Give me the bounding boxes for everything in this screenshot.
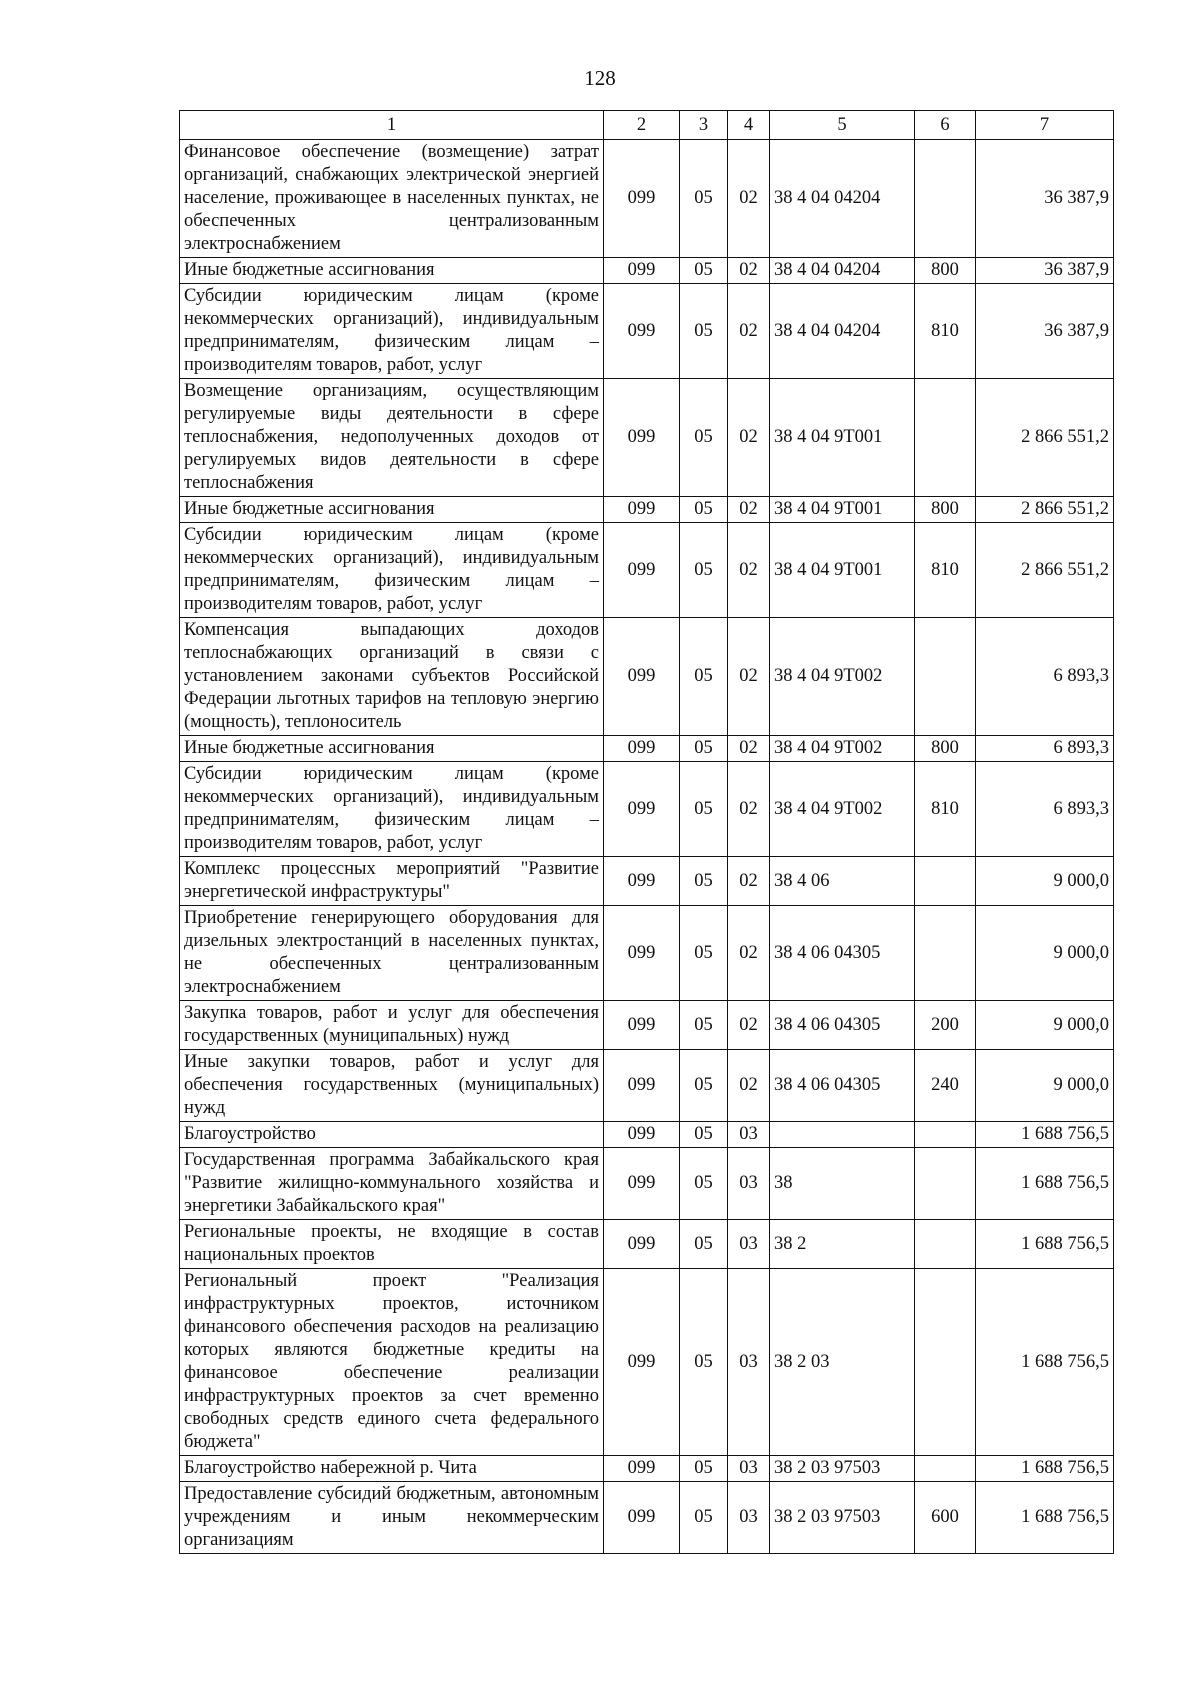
row-expense-type-cell xyxy=(915,1122,976,1148)
row-amount-cell: 9 000,0 xyxy=(976,1001,1114,1050)
row-section-cell: 05 xyxy=(680,1220,728,1269)
table-row xyxy=(180,258,1114,284)
row-amount-cell: 9 000,0 xyxy=(976,1050,1114,1122)
row-amount-cell: 1 688 756,5 xyxy=(976,1220,1114,1269)
row-expense-type-cell: 810 xyxy=(915,762,976,857)
page-number: 128 xyxy=(584,66,616,90)
row-subsection-cell: 02 xyxy=(728,1001,770,1050)
row-name-cell: Благоустройство набережной р. Чита xyxy=(180,1456,604,1482)
row-section-cell: 05 xyxy=(680,857,728,906)
row-grbs-cell: 099 xyxy=(604,258,680,284)
column-header: 1 xyxy=(180,111,604,140)
row-grbs-cell: 099 xyxy=(604,1001,680,1050)
row-amount-cell: 1 688 756,5 xyxy=(976,1148,1114,1220)
row-grbs-cell: 099 xyxy=(604,1050,680,1122)
row-subsection-cell: 02 xyxy=(728,857,770,906)
row-subsection-cell: 03 xyxy=(728,1269,770,1456)
row-expense-type-cell xyxy=(915,1456,976,1482)
row-subsection-cell: 02 xyxy=(728,379,770,497)
row-amount-cell: 2 866 551,2 xyxy=(976,379,1114,497)
table-header-row xyxy=(180,111,1114,140)
row-grbs-cell: 099 xyxy=(604,379,680,497)
row-target-article-cell: 38 4 04 9Т001 xyxy=(770,379,915,497)
row-subsection-cell: 03 xyxy=(728,1456,770,1482)
row-grbs-cell: 099 xyxy=(604,1122,680,1148)
row-section-cell: 05 xyxy=(680,379,728,497)
table-row xyxy=(180,140,1114,258)
row-section-cell: 05 xyxy=(680,284,728,379)
row-section-cell: 05 xyxy=(680,258,728,284)
row-target-article-cell: 38 4 04 9Т002 xyxy=(770,618,915,736)
row-target-article-cell: 38 4 04 9Т001 xyxy=(770,497,915,523)
row-expense-type-cell: 800 xyxy=(915,258,976,284)
row-subsection-cell: 03 xyxy=(728,1220,770,1269)
row-target-article-cell: 38 4 04 9Т002 xyxy=(770,762,915,857)
row-subsection-cell: 02 xyxy=(728,618,770,736)
row-section-cell: 05 xyxy=(680,140,728,258)
table-row xyxy=(180,379,1114,497)
row-expense-type-cell: 810 xyxy=(915,284,976,379)
row-expense-type-cell xyxy=(915,379,976,497)
row-expense-type-cell: 800 xyxy=(915,497,976,523)
row-name-cell: Финансовое обеспечение (возмещение) затрат организаций, снабжающих электрической энергией население, проживающее в населенных пунктах, не обеспеченных централизованным электроснабжением xyxy=(180,140,604,258)
row-section-cell: 05 xyxy=(680,1001,728,1050)
row-amount-cell: 36 387,9 xyxy=(976,284,1114,379)
row-name-cell: Иные бюджетные ассигнования xyxy=(180,258,604,284)
row-amount-cell: 1 688 756,5 xyxy=(976,1456,1114,1482)
row-subsection-cell: 03 xyxy=(728,1122,770,1148)
row-subsection-cell: 02 xyxy=(728,497,770,523)
row-target-article-cell: 38 2 xyxy=(770,1220,915,1269)
row-amount-cell: 36 387,9 xyxy=(976,140,1114,258)
row-name-cell: Региональный проект "Реализация инфраструктурных проектов, источником финансового обеспечения расходов на реализацию которых являются бюджетные кредиты на финансовое обеспечение реализации инфраструктурных проектов за счет временно свободных средств единого счета федерального бюджета" xyxy=(180,1269,604,1456)
row-name-cell: Возмещение организациям, осуществляющим регулируемые виды деятельности в сфере теплоснабжения, недополученных доходов от регулируемых видов деятельности в сфере теплоснабжения xyxy=(180,379,604,497)
row-subsection-cell: 02 xyxy=(728,284,770,379)
row-name-cell: Субсидии юридическим лицам (кроме некоммерческих организаций), индивидуальным предпринимателям, физическим лицам – производителям товаров, работ, услуг xyxy=(180,523,604,618)
row-name-cell: Предоставление субсидий бюджетным, автономным учреждениям и иным некоммерческим организациям xyxy=(180,1482,604,1554)
table-row xyxy=(180,1122,1114,1148)
row-target-article-cell: 38 2 03 xyxy=(770,1269,915,1456)
row-grbs-cell: 099 xyxy=(604,1269,680,1456)
row-section-cell: 05 xyxy=(680,618,728,736)
row-name-cell: Закупка товаров, работ и услуг для обеспечения государственных (муниципальных) нужд xyxy=(180,1001,604,1050)
row-amount-cell: 36 387,9 xyxy=(976,258,1114,284)
row-section-cell: 05 xyxy=(680,1269,728,1456)
column-header: 4 xyxy=(728,111,770,140)
row-grbs-cell: 099 xyxy=(604,857,680,906)
row-section-cell: 05 xyxy=(680,1456,728,1482)
row-section-cell: 05 xyxy=(680,1148,728,1220)
row-amount-cell: 9 000,0 xyxy=(976,906,1114,1001)
row-grbs-cell: 099 xyxy=(604,618,680,736)
row-expense-type-cell: 200 xyxy=(915,1001,976,1050)
row-target-article-cell: 38 2 03 97503 xyxy=(770,1482,915,1554)
table-row xyxy=(180,1220,1114,1269)
row-subsection-cell: 02 xyxy=(728,1050,770,1122)
row-section-cell: 05 xyxy=(680,497,728,523)
row-target-article-cell: 38 4 04 04204 xyxy=(770,140,915,258)
row-amount-cell: 1 688 756,5 xyxy=(976,1122,1114,1148)
row-target-article-cell xyxy=(770,1122,915,1148)
column-header: 6 xyxy=(915,111,976,140)
row-section-cell: 05 xyxy=(680,1482,728,1554)
row-amount-cell: 9 000,0 xyxy=(976,857,1114,906)
row-subsection-cell: 02 xyxy=(728,140,770,258)
row-amount-cell: 6 893,3 xyxy=(976,736,1114,762)
row-amount-cell: 1 688 756,5 xyxy=(976,1482,1114,1554)
row-grbs-cell: 099 xyxy=(604,1482,680,1554)
row-grbs-cell: 099 xyxy=(604,284,680,379)
row-amount-cell: 1 688 756,5 xyxy=(976,1269,1114,1456)
row-target-article-cell: 38 4 06 xyxy=(770,857,915,906)
table-row xyxy=(180,497,1114,523)
row-target-article-cell: 38 4 04 9Т001 xyxy=(770,523,915,618)
row-section-cell: 05 xyxy=(680,736,728,762)
row-name-cell: Иные бюджетные ассигнования xyxy=(180,497,604,523)
row-expense-type-cell: 600 xyxy=(915,1482,976,1554)
row-subsection-cell: 02 xyxy=(728,762,770,857)
row-grbs-cell: 099 xyxy=(604,523,680,618)
row-subsection-cell: 03 xyxy=(728,1482,770,1554)
row-expense-type-cell xyxy=(915,857,976,906)
row-expense-type-cell xyxy=(915,1148,976,1220)
row-expense-type-cell xyxy=(915,1269,976,1456)
table-row xyxy=(180,1001,1114,1050)
row-expense-type-cell xyxy=(915,618,976,736)
row-name-cell: Благоустройство xyxy=(180,1122,604,1148)
row-name-cell: Иные закупки товаров, работ и услуг для обеспечения государственных (муниципальных) нужд xyxy=(180,1050,604,1122)
row-target-article-cell: 38 4 06 04305 xyxy=(770,1050,915,1122)
row-target-article-cell: 38 4 04 9Т002 xyxy=(770,736,915,762)
row-expense-type-cell: 810 xyxy=(915,523,976,618)
row-name-cell: Субсидии юридическим лицам (кроме некоммерческих организаций), индивидуальным предпринимателям, физическим лицам – производителям товаров, работ, услуг xyxy=(180,762,604,857)
row-name-cell: Комплекс процессных мероприятий "Развитие энергетической инфраструктуры" xyxy=(180,857,604,906)
row-target-article-cell: 38 4 04 04204 xyxy=(770,258,915,284)
row-amount-cell: 2 866 551,2 xyxy=(976,497,1114,523)
row-subsection-cell: 02 xyxy=(728,906,770,1001)
table-row xyxy=(180,906,1114,1001)
table-row xyxy=(180,1456,1114,1482)
column-header: 3 xyxy=(680,111,728,140)
row-section-cell: 05 xyxy=(680,906,728,1001)
row-name-cell: Государственная программа Забайкальского края "Развитие жилищно-коммунального хозяйства и энергетики Забайкальского края" xyxy=(180,1148,604,1220)
column-header: 5 xyxy=(770,111,915,140)
row-section-cell: 05 xyxy=(680,762,728,857)
row-subsection-cell: 02 xyxy=(728,523,770,618)
row-grbs-cell: 099 xyxy=(604,1148,680,1220)
row-target-article-cell: 38 2 03 97503 xyxy=(770,1456,915,1482)
table-row xyxy=(180,523,1114,618)
row-grbs-cell: 099 xyxy=(604,1456,680,1482)
row-expense-type-cell: 800 xyxy=(915,736,976,762)
row-name-cell: Субсидии юридическим лицам (кроме некоммерческих организаций), индивидуальным предпринимателям, физическим лицам – производителям товаров, работ, услуг xyxy=(180,284,604,379)
row-expense-type-cell xyxy=(915,906,976,1001)
row-grbs-cell: 099 xyxy=(604,140,680,258)
row-expense-type-cell xyxy=(915,140,976,258)
row-name-cell: Иные бюджетные ассигнования xyxy=(180,736,604,762)
row-subsection-cell: 02 xyxy=(728,736,770,762)
row-section-cell: 05 xyxy=(680,1050,728,1122)
row-expense-type-cell: 240 xyxy=(915,1050,976,1122)
table-row xyxy=(180,736,1114,762)
row-target-article-cell: 38 xyxy=(770,1148,915,1220)
table-row xyxy=(180,762,1114,857)
row-grbs-cell: 099 xyxy=(604,497,680,523)
table-row xyxy=(180,1050,1114,1122)
row-section-cell: 05 xyxy=(680,523,728,618)
row-target-article-cell: 38 4 04 04204 xyxy=(770,284,915,379)
column-header: 2 xyxy=(604,111,680,140)
table-row xyxy=(180,1482,1114,1554)
row-grbs-cell: 099 xyxy=(604,1220,680,1269)
row-name-cell: Региональные проекты, не входящие в состав национальных проектов xyxy=(180,1220,604,1269)
column-header: 7 xyxy=(976,111,1114,140)
row-target-article-cell: 38 4 06 04305 xyxy=(770,1001,915,1050)
row-amount-cell: 6 893,3 xyxy=(976,618,1114,736)
table-row xyxy=(180,1269,1114,1456)
table-row xyxy=(180,857,1114,906)
row-name-cell: Приобретение генерирующего оборудования для дизельных электростанций в населенных пунктах, не обеспеченных централизованным электроснабжением xyxy=(180,906,604,1001)
budget-table xyxy=(179,110,1114,1554)
row-section-cell: 05 xyxy=(680,1122,728,1148)
row-expense-type-cell xyxy=(915,1220,976,1269)
row-subsection-cell: 02 xyxy=(728,258,770,284)
table-row xyxy=(180,618,1114,736)
row-amount-cell: 6 893,3 xyxy=(976,762,1114,857)
row-subsection-cell: 03 xyxy=(728,1148,770,1220)
row-grbs-cell: 099 xyxy=(604,906,680,1001)
row-name-cell: Компенсация выпадающих доходов теплоснабжающих организаций в связи с установлением законами субъектов Российской Федерации льготных тарифов на тепловую энергию (мощность), теплоноситель xyxy=(180,618,604,736)
row-target-article-cell: 38 4 06 04305 xyxy=(770,906,915,1001)
row-amount-cell: 2 866 551,2 xyxy=(976,523,1114,618)
row-grbs-cell: 099 xyxy=(604,736,680,762)
row-grbs-cell: 099 xyxy=(604,762,680,857)
table-row xyxy=(180,284,1114,379)
table-row xyxy=(180,1148,1114,1220)
